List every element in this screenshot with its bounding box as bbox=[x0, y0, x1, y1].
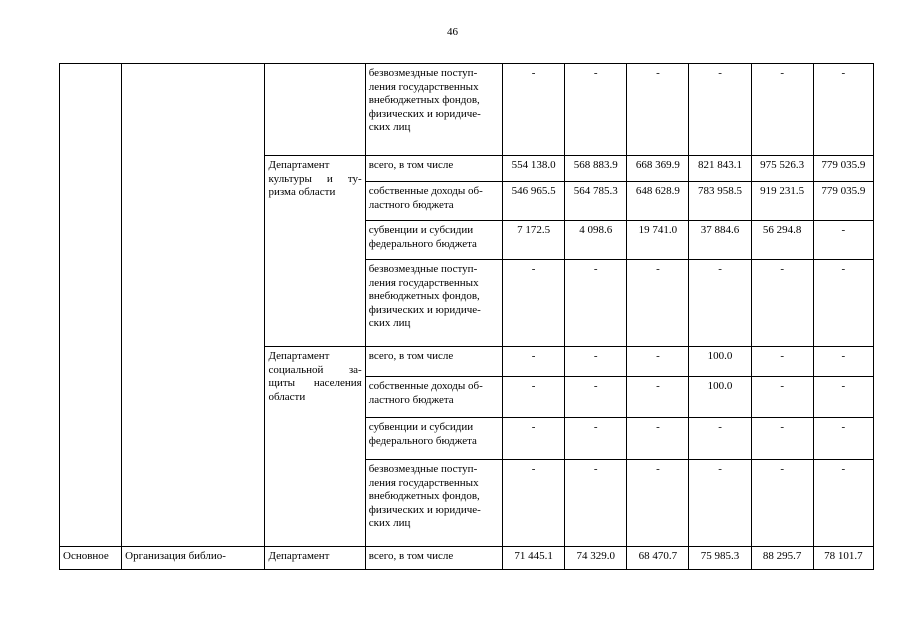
value-cell: 78 101.7 bbox=[813, 547, 873, 570]
value-cell: - bbox=[565, 377, 627, 418]
value-cell: - bbox=[503, 377, 565, 418]
activity-cell bbox=[122, 64, 265, 547]
value-cell: - bbox=[565, 460, 627, 547]
value-cell: - bbox=[813, 460, 873, 547]
value-cell: 100.0 bbox=[689, 347, 751, 377]
value-cell: - bbox=[627, 64, 689, 156]
value-cell: 919 231.5 bbox=[751, 182, 813, 221]
value-cell: - bbox=[503, 418, 565, 460]
source-label: всего, в том числе bbox=[365, 347, 502, 377]
value-cell: 68 470.7 bbox=[627, 547, 689, 570]
value-cell: 564 785.3 bbox=[565, 182, 627, 221]
value-cell: - bbox=[813, 221, 873, 260]
activity-cell: Организация библио- bbox=[122, 547, 265, 570]
value-cell: - bbox=[565, 64, 627, 156]
value-cell: 554 138.0 bbox=[503, 156, 565, 182]
value-cell: - bbox=[751, 64, 813, 156]
value-cell: - bbox=[751, 418, 813, 460]
source-label: субвенции и субсидии федерального бюджета bbox=[365, 221, 502, 260]
value-cell: - bbox=[813, 377, 873, 418]
value-cell: - bbox=[627, 377, 689, 418]
value-cell: 19 741.0 bbox=[627, 221, 689, 260]
value-cell: - bbox=[565, 260, 627, 347]
value-cell: 74 329.0 bbox=[565, 547, 627, 570]
budget-table bbox=[59, 63, 874, 570]
dept-cell bbox=[265, 64, 365, 156]
value-cell: 779 035.9 bbox=[813, 182, 873, 221]
value-cell: - bbox=[751, 460, 813, 547]
source-label: собственные доходы об-ластного бюджета bbox=[365, 377, 502, 418]
value-cell: - bbox=[689, 418, 751, 460]
value-cell: 100.0 bbox=[689, 377, 751, 418]
value-cell: - bbox=[627, 418, 689, 460]
status-cell: Основное bbox=[60, 547, 122, 570]
value-cell: - bbox=[503, 460, 565, 547]
dept-name: Департамент bbox=[265, 547, 365, 570]
value-cell: 783 958.5 bbox=[689, 182, 751, 221]
value-cell: 648 628.9 bbox=[627, 182, 689, 221]
source-label: субвенции и субсидии федерального бюджета bbox=[365, 418, 502, 460]
source-label: безвозмездные поступ-ления государственных внебюджетных фондов, физических и юридиче-ских лиц bbox=[365, 460, 502, 547]
value-cell: 88 295.7 bbox=[751, 547, 813, 570]
value-cell: - bbox=[813, 260, 873, 347]
source-label: собственные доходы об-ластного бюджета bbox=[365, 182, 502, 221]
value-cell: - bbox=[751, 260, 813, 347]
value-cell: 37 884.6 bbox=[689, 221, 751, 260]
source-label: безвозмездные поступ-ления государственных внебюджетных фондов, физических и юридиче-ских лиц bbox=[365, 64, 502, 156]
value-cell: - bbox=[689, 460, 751, 547]
value-cell: 71 445.1 bbox=[503, 547, 565, 570]
value-cell: - bbox=[689, 64, 751, 156]
value-cell: - bbox=[813, 347, 873, 377]
table-row bbox=[60, 547, 874, 570]
status-cell bbox=[60, 64, 122, 547]
value-cell: 7 172.5 bbox=[503, 221, 565, 260]
dept-name: Департамент культуры и ту-ризма области bbox=[265, 156, 365, 347]
value-cell: - bbox=[751, 377, 813, 418]
value-cell: - bbox=[689, 260, 751, 347]
value-cell: - bbox=[565, 418, 627, 460]
value-cell: 546 965.5 bbox=[503, 182, 565, 221]
source-label: всего, в том числе bbox=[365, 547, 502, 570]
value-cell: - bbox=[503, 347, 565, 377]
value-cell: 975 526.3 bbox=[751, 156, 813, 182]
value-cell: - bbox=[813, 64, 873, 156]
value-cell: 56 294.8 bbox=[751, 221, 813, 260]
value-cell: 75 985.3 bbox=[689, 547, 751, 570]
value-cell: - bbox=[813, 418, 873, 460]
source-label: безвозмездные поступ-ления государственных внебюджетных фондов, физических и юридиче-ских лиц bbox=[365, 260, 502, 347]
value-cell: 668 369.9 bbox=[627, 156, 689, 182]
value-cell: 821 843.1 bbox=[689, 156, 751, 182]
value-cell: - bbox=[627, 260, 689, 347]
value-cell: - bbox=[627, 460, 689, 547]
value-cell: - bbox=[751, 347, 813, 377]
dept-name: Департамент социальной за-щиты населения области bbox=[265, 347, 365, 547]
value-cell: 779 035.9 bbox=[813, 156, 873, 182]
value-cell: - bbox=[565, 347, 627, 377]
value-cell: 568 883.9 bbox=[565, 156, 627, 182]
value-cell: - bbox=[503, 260, 565, 347]
table-row bbox=[60, 64, 874, 156]
source-label: всего, в том числе bbox=[365, 156, 502, 182]
page-number: 46 bbox=[447, 26, 458, 38]
value-cell: 4 098.6 bbox=[565, 221, 627, 260]
value-cell: - bbox=[627, 347, 689, 377]
value-cell: - bbox=[503, 64, 565, 156]
